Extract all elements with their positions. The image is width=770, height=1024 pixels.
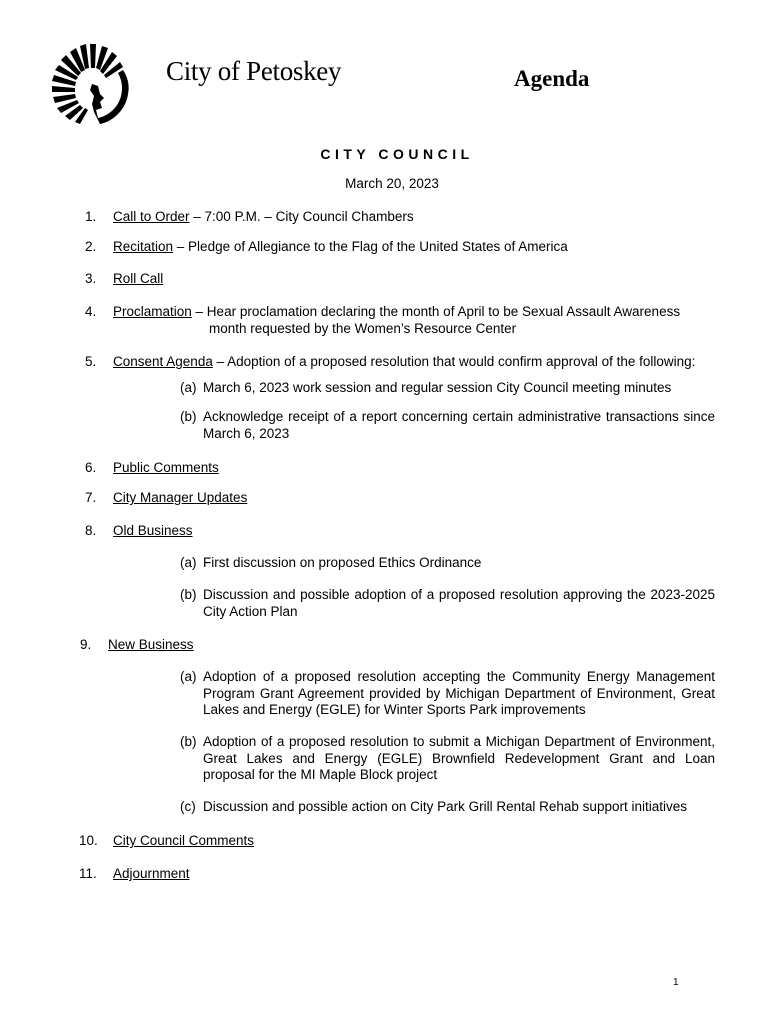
sub-item-label: (b) xyxy=(180,587,197,602)
sub-item-label: (b) xyxy=(180,409,197,424)
sub-item xyxy=(180,669,715,719)
item-number: 10. xyxy=(79,833,98,848)
item-title: Recitation xyxy=(113,239,174,254)
sub-item-text: First discussion on proposed Ethics Ordinance xyxy=(203,555,482,570)
city-logo xyxy=(50,38,132,124)
item-number: 11. xyxy=(79,866,97,881)
item-number: 8. xyxy=(85,523,97,538)
item-title: Adjournment xyxy=(113,866,190,881)
sub-item xyxy=(180,409,715,442)
sub-item xyxy=(180,380,715,397)
sub-item-text: Adoption of a proposed resolution accepting the Community Energy Management Program Grant Agreement provided by Michigan Department of Environment, Great Lakes and Energy (EGLE) for Winter Sports Park improvements xyxy=(203,669,715,717)
sub-item-label: (b) xyxy=(180,734,197,749)
page-number: 1 xyxy=(673,977,679,988)
item-number: 6. xyxy=(85,460,97,475)
item-number: 9. xyxy=(80,637,92,652)
item-title: City Council Comments xyxy=(113,833,255,848)
item-number: 4. xyxy=(85,304,97,319)
item-description: – Hear proclamation declaring the month of April to be Sexual Assault Awareness xyxy=(191,304,681,319)
sub-item xyxy=(180,734,715,784)
meeting-date: March 20, 2023 xyxy=(345,176,439,191)
sub-item-label: (a) xyxy=(180,669,197,684)
item-title: Old Business xyxy=(113,523,193,538)
item-number: 2. xyxy=(85,239,97,254)
item-description-continued: month requested by the Women’s Resource Center xyxy=(209,321,517,336)
item-title: City Manager Updates xyxy=(113,490,248,505)
sub-item-text: Acknowledge receipt of a report concerning certain administrative transactions since March 6, 2023 xyxy=(203,409,715,441)
sub-item xyxy=(180,587,715,620)
meeting-body: CITY COUNCIL xyxy=(320,146,474,162)
sub-item-label: (a) xyxy=(180,380,197,395)
organization-name: City of Petoskey xyxy=(166,56,342,86)
item-title: Consent Agenda xyxy=(113,354,213,369)
sub-item-text: Discussion and possible action on City Park Grill Rental Rehab support initiatives xyxy=(203,799,687,814)
item-title: New Business xyxy=(108,637,194,652)
item-number: 3. xyxy=(85,271,97,286)
document-type: Agenda xyxy=(514,66,590,91)
item-description: – 7:00 P.M. – City Council Chambers xyxy=(189,209,414,224)
sub-item-label: (a) xyxy=(180,555,197,570)
item-number: 5. xyxy=(85,354,97,369)
sub-item xyxy=(180,555,715,572)
sub-item-label: (c) xyxy=(180,799,196,814)
item-title: Proclamation xyxy=(113,304,192,319)
sub-item-text: Adoption of a proposed resolution to submit a Michigan Department of Environment, Great Lakes and Energy (EGLE) Brownfield Redevelopment Grant and Loan proposal for the MI Maple Block project xyxy=(203,734,715,782)
item-number: 7. xyxy=(85,490,97,505)
sub-item xyxy=(180,799,715,816)
item-description: – Pledge of Allegiance to the Flag of the United States of America xyxy=(173,239,568,254)
item-title: Call to Order xyxy=(113,209,190,224)
item-title: Public Comments xyxy=(113,460,219,475)
sub-item-text: Discussion and possible adoption of a proposed resolution approving the 2023-2025 City Action Plan xyxy=(203,587,715,619)
item-number: 1. xyxy=(85,209,97,224)
item-title: Roll Call xyxy=(113,271,164,286)
sub-item-text: March 6, 2023 work session and regular session City Council meeting minutes xyxy=(203,380,672,395)
item-description: – Adoption of a proposed resolution that would confirm approval of the following: xyxy=(212,354,696,369)
